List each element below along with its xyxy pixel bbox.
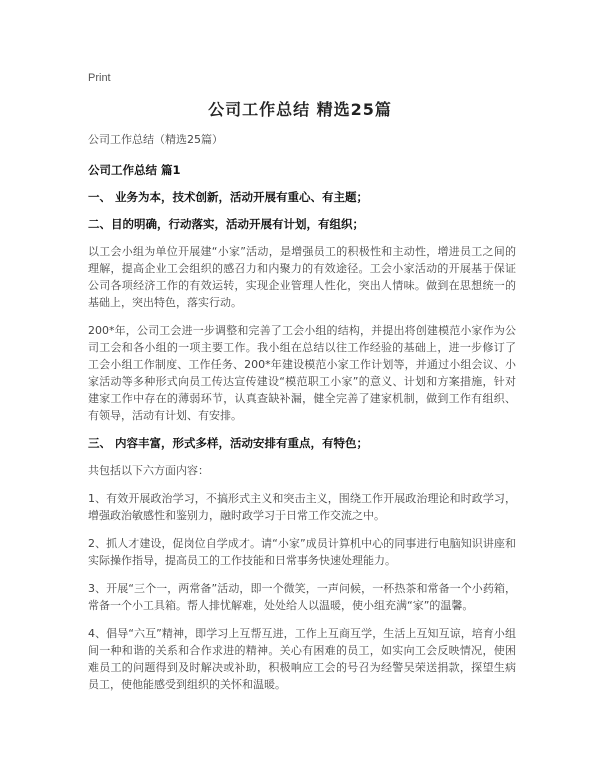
- print-label[interactable]: Print: [88, 72, 111, 84]
- paragraph-4: 1、有效开展政治学习，不搞形式主义和突击主义，围绕工作开展政治理论和时政学习，增强政治敏感性和鉴别力，融时政学习于日常工作交流之中。: [88, 492, 516, 522]
- heading-3: 三、 内容丰富，形式多样，活动安排有重点，有特色；: [88, 436, 369, 450]
- paragraph-2: 200*年，公司工会进一步调整和完善了工会小组的结构，并提出将创建模范小家作为公司工会和各小组的一项主要工作。我小组在总结以往工作经验的基础上，进一步修订了工会小组工作制度、工作任务、200*年建设模范小家工作计划等，并通过小组会议、小家活动等多种形式向员工传达宣传建设“模范职工小家”的意义、计划和方案措施，针对建家工作中存在的薄弱环节，认真查缺补漏，健全完善了建家机制，做到工作有组织、有领导，活动有计划、有安排。: [88, 324, 516, 422]
- heading-1: 一、 业务为本，技术创新，活动开展有重心、有主题；: [88, 190, 369, 204]
- section-title: 公司工作总结 篇1: [88, 163, 181, 177]
- document-subtitle: 公司工作总结（精选25篇）: [88, 133, 223, 146]
- paragraph-7: 4、倡导“六互”精神，即学习上互帮互进，工作上互商互学，生活上互知互谅，培育小组间一种和谐的关系和合作求进的精神。关心有困难的员工，如实向工会反映情况，使困难员工的问题得到及时解决或补助，积极响应工会的号召为经警吴荣送捐款，探望生病员工，使他能感受到组织的关怀和温暖。: [88, 627, 516, 691]
- document-body: [88, 132, 516, 704]
- paragraph-1: 以工会小组为单位开展建“小家”活动，是增强员工的积极性和主动性，增进员工之间的理解，提高企业工会组织的感召力和内聚力的有效途径。工会小家活动的开展基于保证公司各项经济工作的有效运转，实现企业管理人性化，突出人情味。做到在思想统一的基础上，突出特色，落实行动。: [88, 245, 516, 309]
- paragraph-6: 3、开展“三个一，两常备”活动，即一个微笑，一声问候，一杯热茶和常备一个小药箱，常备一个小工具箱。帮人排忧解难，处处给人以温暖，使小组充满“家”的温馨。: [88, 582, 516, 612]
- page-title: 公司工作总结 精选25篇: [208, 100, 392, 119]
- heading-2: 二、目的明确，行动落实，活动开展有计划，有组织；: [88, 217, 364, 231]
- paragraph-3: 共包括以下六方面内容：: [88, 464, 209, 477]
- paragraph-5: 2、抓人才建设，促岗位自学成才。请“小家”成员计算机中心的同事进行电脑知识讲座和实际操作指导，提高员工的工作技能和日常事务快速处理能力。: [88, 537, 516, 567]
